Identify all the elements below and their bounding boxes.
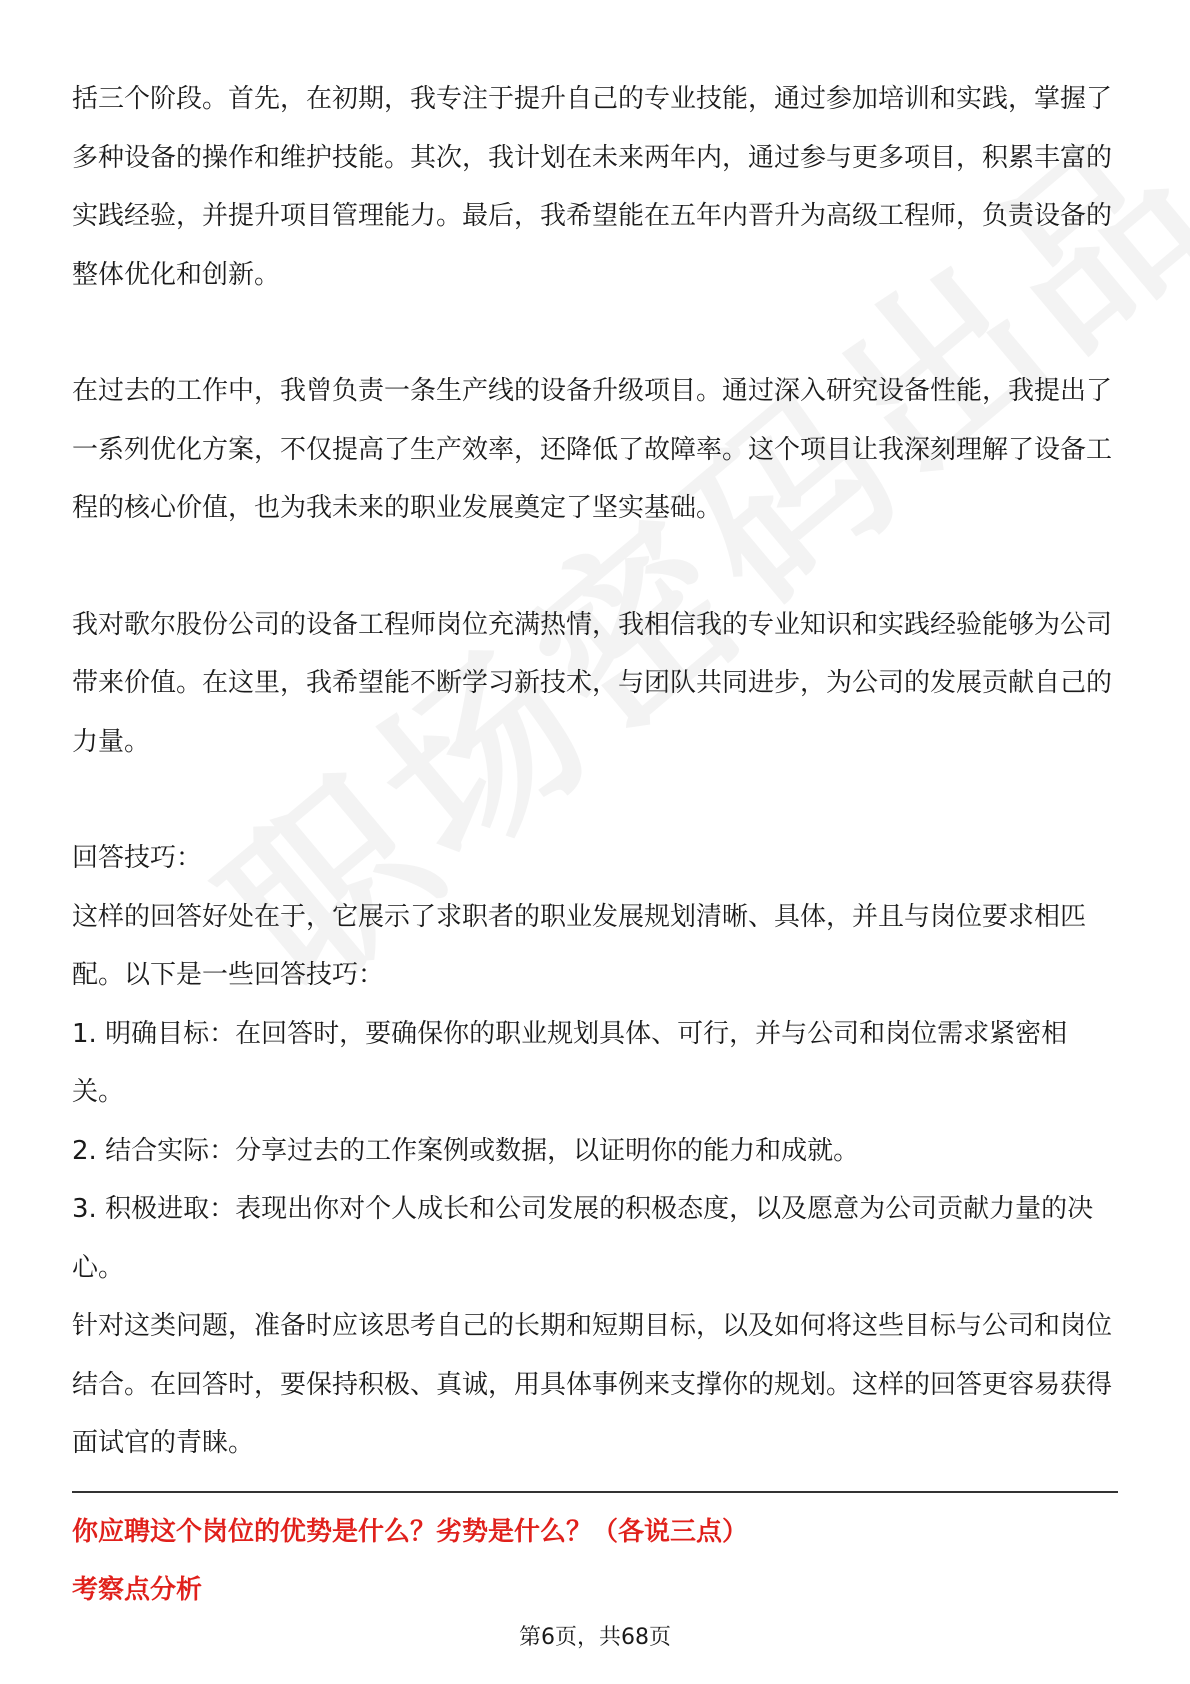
section-divider bbox=[72, 1491, 1118, 1493]
tip-item: 2. 结合实际：分享过去的工作案例或数据，以证明你的能力和成就。 bbox=[72, 1135, 860, 1166]
paragraph-motivation: 我对歌尔股份公司的设备工程师岗位充满热情，我相信我的专业知识和实践经验能够为公司带来价值。在这里，我希望能不断学习新技术，与团队共同进步，为公司的发展贡献自己的力量。 bbox=[72, 609, 1113, 757]
question-title: 你应聘这个岗位的优势是什么？劣势是什么？（各说三点） bbox=[72, 1516, 749, 1547]
page-content bbox=[72, 70, 1118, 1619]
analysis-subtitle: 考察点分析 bbox=[72, 1574, 203, 1605]
tips-intro: 这样的回答好处在于，它展示了求职者的职业发展规划清晰、具体，并且与岗位要求相匹配。以下是一些回答技巧： bbox=[72, 901, 1087, 990]
paragraph-career-stages: 括三个阶段。首先，在初期，我专注于提升自己的专业技能，通过参加培训和实践，掌握了多种设备的操作和维护技能。其次，我计划在未来两年内，通过参与更多项目，积累丰富的实践经验，并提升项目管理能力。最后，我希望能在五年内晋升为高级工程师，负责设备的整体优化和创新。 bbox=[72, 84, 1113, 290]
tips-closing: 针对这类问题，准备时应该思考自己的长期和短期目标，以及如何将这些目标与公司和岗位结合。在回答时，要保持积极、真诚，用具体事例来支撑你的规划。这样的回答更容易获得面试官的青睐。 bbox=[72, 1311, 1113, 1458]
tip-item: 3. 积极进取：表现出你对个人成长和公司发展的积极态度，以及愿意为公司贡献力量的决心。 bbox=[72, 1194, 1094, 1283]
tips-heading: 回答技巧： bbox=[72, 843, 203, 873]
page-number: 第6页，共68页 bbox=[519, 1625, 671, 1650]
paragraph-past-project: 在过去的工作中，我曾负责一条生产线的设备升级项目。通过深入研究设备性能，我提出了一系列优化方案，不仅提高了生产效率，还降低了故障率。这个项目让我深刻理解了设备工程的核心价值，也为我未来的职业发展奠定了坚实基础。 bbox=[72, 376, 1113, 523]
tip-item: 1. 明确目标：在回答时，要确保你的职业规划具体、可行，并与公司和岗位需求紧密相关。 bbox=[72, 1018, 1068, 1107]
